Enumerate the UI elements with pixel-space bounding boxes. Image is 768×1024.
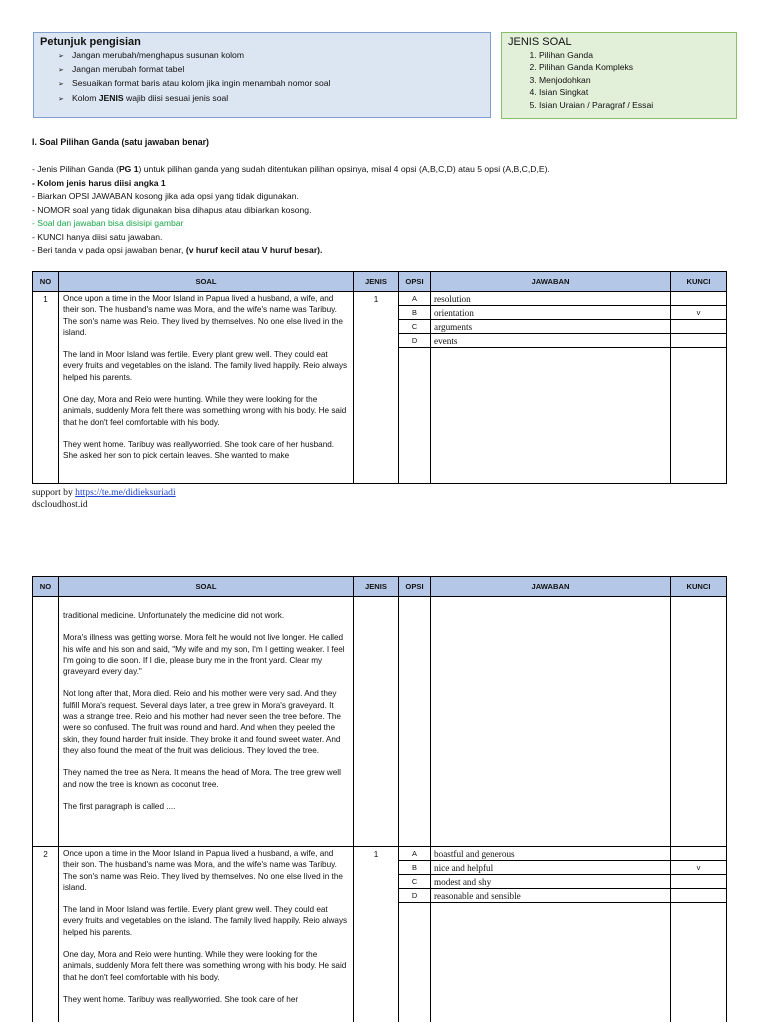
answer-keys [671, 847, 727, 1022]
header-kunci: KUNCI [671, 577, 727, 597]
header-kunci: KUNCI [671, 272, 727, 292]
table-row [33, 847, 727, 1022]
support-link[interactable]: https://te.me/didieksuriadi [75, 487, 176, 498]
support-credit: support by https://te.me/didieksuriadi dscloudhost.id [32, 487, 176, 510]
answer-option: events [431, 334, 670, 348]
answer-option: boastful and generous [431, 847, 670, 861]
arrow-bullet-icon: ➢ [58, 53, 64, 60]
answer-key [671, 847, 726, 861]
question-table [32, 576, 727, 1022]
header-jenis: JENIS [354, 272, 399, 292]
answer-keys [671, 292, 727, 484]
arrow-bullet-icon: ➢ [58, 67, 64, 75]
header-opsi: OPSI [399, 272, 431, 292]
option-letter: D [399, 889, 430, 903]
section-title: I. Soal Pilihan Ganda (satu jawaban benar) [32, 137, 209, 147]
answer-key: v [671, 306, 726, 320]
instruction-item: ➢ Kolom JENIS wajib diisi sesuai jenis soal [58, 92, 484, 106]
question-type-item: 2. Pilihan Ganda Kompleks [539, 61, 730, 73]
note-line: - Biarkan OPSI JAWABAN kosong jika ada opsi yang tidak digunakan. [32, 191, 299, 201]
answer-option: modest and shy [431, 875, 670, 889]
note-line: - Jenis Pilihan Ganda (PG 1) untuk pilihan ganda yang sudah ditentukan pilihan opsinya, misal 4 opsi (A,B,C,D) atau 5 opsi (A,B,C,D,E). [32, 164, 550, 174]
answer-key: v [671, 861, 726, 875]
option-letter: D [399, 334, 430, 348]
option-letter: C [399, 875, 430, 889]
answer-key [671, 292, 726, 306]
answer-key [671, 334, 726, 348]
table-row [33, 292, 727, 484]
option-letter: A [399, 292, 430, 306]
question-type-item: 1. Pilihan Ganda [539, 49, 730, 61]
option-letter: B [399, 861, 430, 875]
question-types-title: JENIS SOAL [508, 36, 572, 48]
question-text: Once upon a time in the Moor Island in Papua lived a husband, a wife, and their son. The husband's name was Mora, and the wife's name was Taribuy. The son's name was Reio. They lived by themselves. No one else lived in the island. The land in Moor Island was fertile. Every plant grew well. They could eat every fruits and vegetables on the island. The family lived happily. Reio always helped his parents. One day, Mora and Reio were hunting. While they were looking for the animals, suddenly Mora felt there was something wrong with his body. He said that he don't feel comfortable with his body. They went home. Taribuy was reallyworried. She took care of her [59, 847, 354, 1022]
answer-option: orientation [431, 306, 670, 320]
header-opsi: OPSI [399, 577, 431, 597]
header-soal: SOAL [59, 272, 354, 292]
option-letter: A [399, 847, 430, 861]
answer-option: resolution [431, 292, 670, 306]
table-header-row [33, 577, 727, 597]
answer-option: reasonable and sensible [431, 889, 670, 903]
answer-option: nice and helpful [431, 861, 670, 875]
question-number: 2 [33, 847, 59, 1022]
header-jenis: JENIS [354, 577, 399, 597]
instruction-item: ➢ Jangan merubah/menghapus susunan kolom [58, 49, 484, 63]
header-soal: SOAL [59, 577, 354, 597]
note-line: - Soal dan jawaban bisa disisipi gambar [32, 218, 184, 228]
answer-key [671, 875, 726, 889]
answer-option: arguments [431, 320, 670, 334]
option-letters [399, 292, 431, 484]
note-line: - KUNCI hanya diisi satu jawaban. [32, 231, 163, 242]
notes [32, 163, 732, 258]
question-type-item: 5. Isian Uraian / Paragraf / Essai [539, 99, 730, 111]
arrow-bullet-icon: ➢ [58, 81, 64, 89]
answer-key [671, 889, 726, 903]
instructions-box [33, 32, 491, 118]
question-table [32, 271, 727, 484]
table-row [33, 597, 727, 847]
option-letter: C [399, 320, 430, 334]
answer-options [431, 847, 671, 1022]
answer-key [671, 320, 726, 334]
option-letter: B [399, 306, 430, 320]
header-no: NO [33, 272, 59, 292]
question-text: Once upon a time in the Moor Island in Papua lived a husband, a wife, and their son. The husband's name was Mora, and the wife's name was Taribuy. The son's name was Reio. They lived by themselves. No one else lived in the island. The land in Moor Island was fertile. Every plant grew well. They could eat every fruits and vegetables on the island. The family lived happily. Reio always helped his parents. One day, Mora and Reio were hunting. While they were looking for the animals, suddenly Mora felt there was something wrong with his body. He said that he don't feel comfortable with his body. They went home. Taribuy was reallyworried. She took care of her husband. She asked her son to pick certain leaves. She wanted to make [59, 292, 354, 484]
question-types-box [501, 32, 737, 119]
question-type: 1 [354, 292, 399, 484]
note-line: - Beri tanda v pada opsi jawaban benar, (v huruf kecil atau V huruf besar). [32, 245, 323, 255]
header-no: NO [33, 577, 59, 597]
answer-options [431, 292, 671, 484]
note-line: - Kolom jenis harus diisi angka 1 [32, 177, 166, 188]
question-types-list [508, 49, 730, 111]
note-line: - NOMOR soal yang tidak digunakan bisa dihapus atau dibiarkan kosong. [32, 204, 312, 215]
instructions-list [40, 49, 484, 106]
instruction-item: ➢ Sesuaikan format baris atau kolom jika ingin menambah nomor soal [58, 77, 484, 91]
option-letters [399, 847, 431, 1022]
header-jawaban: JAWABAN [431, 577, 671, 597]
table-header-row [33, 272, 727, 292]
question-type-item: 4. Isian Singkat [539, 86, 730, 98]
instruction-item: ➢ Jangan merubah format tabel [58, 63, 484, 77]
question-number: 1 [33, 292, 59, 484]
question-type: 1 [354, 847, 399, 1022]
site-name: dscloudhost.id [32, 499, 88, 510]
instructions-title: Petunjuk pengisian [40, 36, 141, 48]
arrow-bullet-icon: ➢ [58, 95, 64, 103]
question-text-continued: traditional medicine. Unfortunately the medicine did not work. Mora's illness was getting worse. Mora felt he would not live longer. He called his wife and his son and said, "My wife and my son, I'm I getting weaker. I feel I'm going to die soon. If I die, please bury me in the front yard. Clear my graveyard every day." Not long after that, Mora died. Reio and his mother were very sad. And they fulfill Mora's request. Several days later, a tree grew in Mora's graveyard. It was a strange tree. Reio and his mother had never seen the tree before. The were so confused. The fruit was round and hard. And when they peeled the skin, they found harder fruit inside. They broke it and found sweet water. And they also found the meat of the fruit was delicious. They loved the tree. They named the tree as Nera. It means the head of Mora. The tree grew well and now the tree is known as coconut tree. The first paragraph is called .... [59, 597, 354, 847]
question-type-item: 3. Menjodohkan [539, 74, 730, 86]
header-jawaban: JAWABAN [431, 272, 671, 292]
